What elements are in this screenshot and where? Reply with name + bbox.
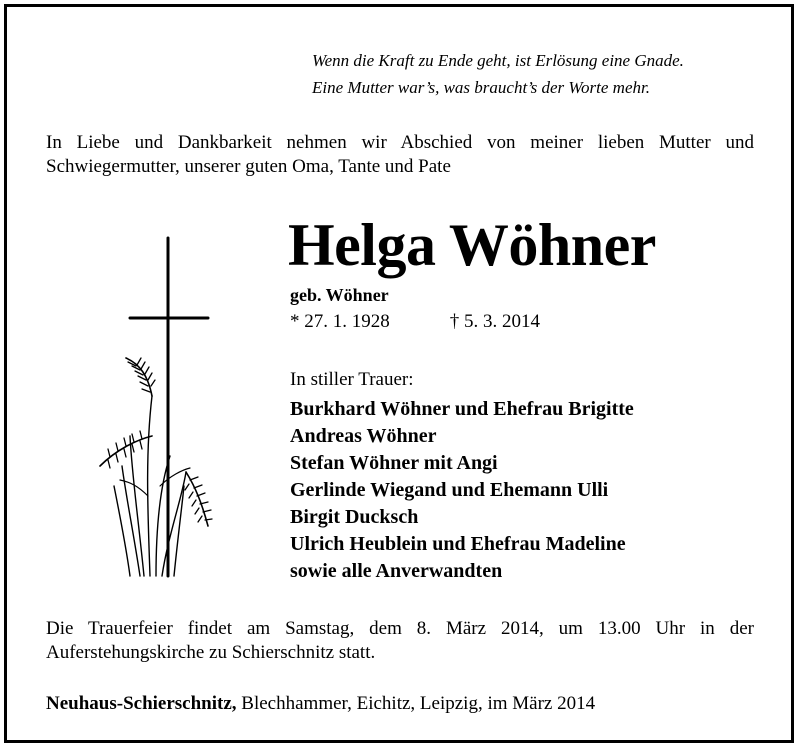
mourners-list — [290, 396, 634, 585]
life-dates — [290, 310, 540, 334]
signoff-rest: Blechhammer, Eichitz, Leipzig, im März 2014 — [236, 693, 596, 714]
cross-with-wheat-icon — [90, 236, 230, 582]
born-name: geb. Wöhner — [290, 285, 389, 305]
mourner: Andreas Wöhner — [290, 425, 437, 447]
deceased-name: Helga Wöhner — [288, 212, 656, 278]
service-text: Die Trauerfeier findet am Samstag, dem 8. März 2014, um 13.00 Uhr in der Auferstehungskirche zu Schierschnitz statt. — [46, 618, 754, 663]
mourner: Gerlinde Wiegand und Ehemann Ulli — [290, 479, 609, 501]
mourner: Burkhard Wöhner und Ehefrau Brigitte — [290, 398, 634, 420]
birth-date: * 27. 1. 1928 — [290, 311, 390, 332]
quote-line-2: Eine Mutter war’s, was braucht’s der Worte mehr. — [312, 78, 650, 97]
signoff-place: Neuhaus-Schierschnitz, — [46, 693, 237, 714]
quote-line-1: Wenn die Kraft zu Ende geht, ist Erlösung eine Gnade. — [312, 51, 684, 70]
mourner: sowie alle Anverwandten — [290, 560, 503, 582]
mourner: Ulrich Heublein und Ehefrau Madeline — [290, 533, 626, 555]
signoff — [46, 692, 595, 716]
quote — [312, 47, 752, 101]
mourning-label: In stiller Trauer: — [290, 369, 414, 390]
mourner: Birgit Ducksch — [290, 506, 419, 528]
intro-text: In Liebe und Dankbarkeit nehmen wir Abschied von meiner lieben Mutter und Schwiegermutter, unserer guten Oma, Tante und Pate — [46, 132, 754, 177]
death-date: † 5. 3. 2014 — [449, 311, 540, 332]
mourner: Stefan Wöhner mit Angi — [290, 452, 498, 474]
